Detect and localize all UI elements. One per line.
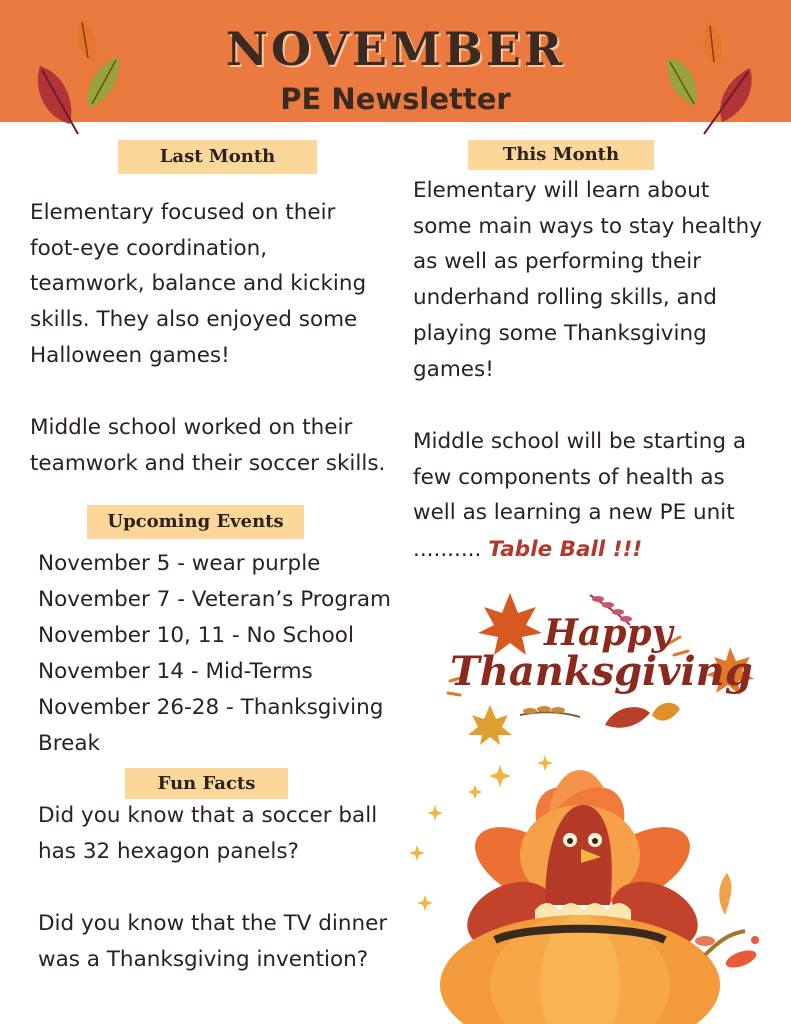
event-item: November 14 - Mid-Terms	[38, 659, 313, 684]
event-item: November 5 - wear purple	[38, 551, 321, 576]
thanksgiving-script-text: Thanksgiving	[450, 648, 753, 695]
event-item: November 7 - Veteran’s Program	[38, 587, 391, 612]
last-month-heading: Last Month	[118, 140, 317, 174]
last-month-elementary-text: Elementary focused on their foot-eye coordination, teamwork, balance and kicking skills. They also enjoyed some Halloween games!	[30, 200, 367, 368]
upcoming-events-heading: Upcoming Events	[87, 505, 304, 539]
event-item: Break	[38, 731, 100, 756]
turkey-pumpkin-illustration	[405, 745, 791, 1024]
this-month-heading: This Month	[468, 140, 654, 170]
ellipsis-dots: ..........	[413, 537, 482, 562]
this-month-elementary-text: Elementary will learn about some main ways to stay healthy as well as performing their underhand rolling skills, and playing some Thanksgiving games!	[413, 178, 762, 382]
this-month-middle-school-text: Middle school will be starting a few components of health as well as learning a new PE unit	[413, 429, 746, 526]
new-unit-name: Table Ball !!!	[488, 537, 643, 562]
happy-script-text: Happy	[544, 612, 673, 654]
fun-fact-tv-dinner: Did you know that the TV dinner was a Thanksgiving invention?	[38, 911, 388, 972]
newsletter-title: NOVEMBER	[225, 22, 566, 76]
autumn-leaves-right-icon	[660, 18, 770, 138]
fun-fact-soccer: Did you know that a soccer ball has 32 hexagon panels?	[38, 803, 378, 864]
event-item: November 26-28 - Thanksgiving	[38, 695, 384, 720]
last-month-middle-school-text: Middle school worked on their teamwork and their soccer skills.	[30, 415, 386, 476]
newsletter-subtitle: PE Newsletter	[280, 82, 511, 116]
fun-facts-heading: Fun Facts	[125, 768, 288, 799]
table-ball-line	[413, 532, 642, 568]
event-item: November 10, 11 - No School	[38, 623, 354, 648]
autumn-leaves-left-icon	[22, 12, 132, 137]
